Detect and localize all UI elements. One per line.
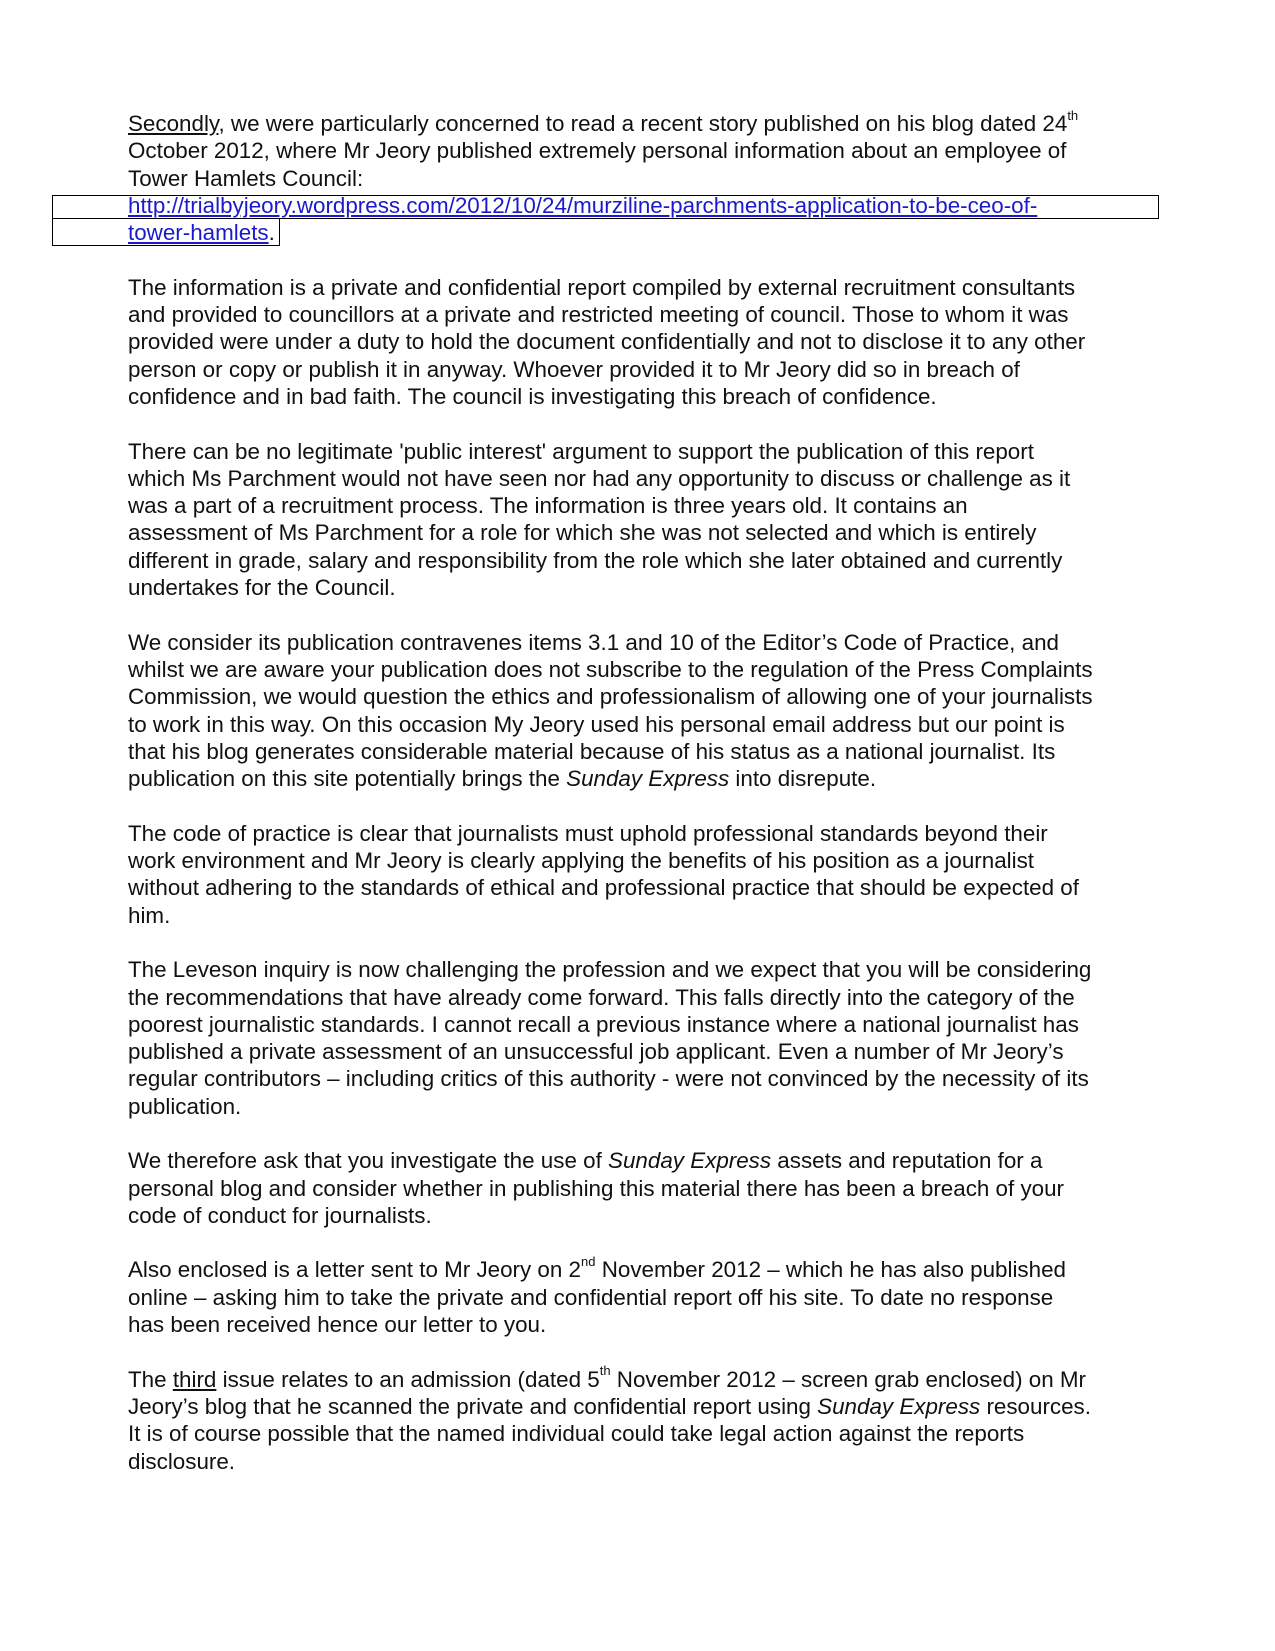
line bbox=[128, 765, 1168, 792]
line bbox=[128, 219, 1168, 246]
line: There can be no legitimate 'public interest' argument to support the publication of this report bbox=[128, 438, 1034, 464]
line: was a part of a recruitment process. The information is three years old. It contains an bbox=[128, 493, 968, 519]
line: provided were under a duty to hold the document confidentially and not to disclose it to any other bbox=[128, 329, 1086, 355]
line: online – asking him to take the private and confidential report off his site. To date no response bbox=[128, 1284, 1054, 1310]
line: The information is a private and confidential report compiled by external recruitment consultants bbox=[128, 274, 1076, 300]
line: different in grade, salary and responsibility from the role which she later obtained and currently bbox=[128, 547, 1063, 573]
underlined-lead-word: Secondly bbox=[128, 111, 219, 136]
paragraph-secondly bbox=[128, 107, 1168, 246]
line: publication. bbox=[128, 1093, 242, 1119]
text: Jeory’s blog that he scanned the private and confidential report using bbox=[128, 1393, 818, 1419]
line: poorest journalistic standards. I cannot recall a previous instance where a national journalist has bbox=[128, 1011, 1079, 1037]
line: has been received hence our letter to you. bbox=[128, 1312, 547, 1338]
line: to work in this way. On this occasion My Jeory used his personal email address but our point is bbox=[128, 711, 1065, 737]
line: code of conduct for journalists. bbox=[128, 1202, 432, 1228]
paragraph-professional-standards bbox=[128, 820, 1168, 929]
line: him. bbox=[128, 902, 171, 928]
text: assets and reputation for a bbox=[771, 1148, 1043, 1174]
text: resources. bbox=[980, 1393, 1091, 1419]
text: Also enclosed is a letter sent to Mr Jeory on 2 bbox=[128, 1257, 582, 1283]
paragraph-code-of-practice bbox=[128, 629, 1168, 793]
publication-name: Sunday Express bbox=[817, 1393, 981, 1419]
paragraph-investigate-request bbox=[128, 1147, 1168, 1229]
paragraph-enclosed-letter bbox=[128, 1256, 1168, 1338]
line: confidence and in bad faith. The council is investigating this breach of confidence. bbox=[128, 383, 937, 409]
publication-name: Sunday Express bbox=[566, 766, 730, 792]
text: publication on this site potentially brings the bbox=[128, 766, 567, 792]
line: work environment and Mr Jeory is clearly applying the benefits of his position as a journalist bbox=[128, 848, 1035, 874]
line: October 2012, where Mr Jeory published extremely personal information about an employee of bbox=[128, 138, 1067, 164]
line bbox=[128, 107, 1168, 137]
text: issue relates to an admission (dated 5 bbox=[216, 1366, 600, 1392]
ordinal-suffix: th bbox=[599, 1363, 611, 1379]
line: that his blog generates considerable material because of his status as a national journalist. Its bbox=[128, 738, 1056, 764]
publication-name: Sunday Express bbox=[608, 1148, 772, 1174]
line: assessment of Ms Parchment for a role for which she was not selected and which is entirely bbox=[128, 520, 1037, 546]
line: published a private assessment of an unsuccessful job applicant. Even a number of Mr Jeory’s bbox=[128, 1039, 1064, 1065]
line: whilst we are aware your publication does not subscribe to the regulation of the Press Complaints bbox=[128, 656, 1093, 682]
line: Tower Hamlets Council: bbox=[128, 165, 364, 191]
line: The Leveson inquiry is now challenging the profession and we expect that you will be considering bbox=[128, 957, 1092, 983]
line: Commission, we would question the ethics and professionalism of allowing one of your journalists bbox=[128, 684, 1093, 710]
line: It is of course possible that the named individual could take legal action against the reports bbox=[128, 1421, 1025, 1447]
line: The code of practice is clear that journalists must uphold professional standards beyond their bbox=[128, 820, 1048, 846]
paragraph-public-interest bbox=[128, 438, 1168, 602]
line: person or copy or publish it in anyway. Whoever provided it to Mr Jeory did so in breach of bbox=[128, 356, 1020, 382]
line: personal blog and consider whether in publishing this material there has been a breach of your bbox=[128, 1175, 1065, 1201]
text: We therefore ask that you investigate the use of bbox=[128, 1148, 609, 1174]
letter-page bbox=[128, 107, 1168, 1502]
blog-url-link[interactable]: http://trialbyjeory.wordpress.com/2012/10/24/murziline-parchments-application-to-be-ceo-of- bbox=[128, 192, 1038, 218]
line bbox=[128, 1363, 1168, 1393]
text: . bbox=[268, 220, 275, 246]
blog-url-link-continued[interactable]: tower-hamlets bbox=[128, 220, 269, 246]
ordinal-suffix: th bbox=[1067, 107, 1079, 123]
line: We consider its publication contravenes items 3.1 and 10 of the Editor’s Code of Practice, and bbox=[128, 629, 1059, 655]
line: without adhering to the standards of ethical and professional practice that should be expected of bbox=[128, 875, 1079, 901]
underlined-word: third bbox=[172, 1366, 217, 1392]
line: disclosure. bbox=[128, 1448, 236, 1474]
text: November 2012 – screen grab enclosed) on Mr bbox=[610, 1366, 1086, 1392]
text: into disrepute. bbox=[729, 766, 877, 792]
line bbox=[128, 192, 1168, 219]
paragraph-private-report bbox=[128, 274, 1168, 410]
line: which Ms Parchment would not have seen nor had any opportunity to discuss or challenge as it bbox=[128, 465, 1071, 491]
line bbox=[128, 1147, 1168, 1174]
line: undertakes for the Council. bbox=[128, 575, 396, 601]
text: November 2012 – which he has also published bbox=[595, 1257, 1066, 1283]
line bbox=[128, 1256, 1168, 1283]
text: , we were particularly concerned to read a recent story published on his blog dated 24 bbox=[218, 111, 1068, 136]
line bbox=[128, 1393, 1168, 1420]
text: The bbox=[128, 1366, 173, 1392]
paragraph-leveson bbox=[128, 956, 1168, 1120]
line: regular contributors – including critics of this authority - were not convinced by the necessity of its bbox=[128, 1066, 1089, 1092]
paragraph-third-issue bbox=[128, 1363, 1168, 1475]
line: and provided to councillors at a private and restricted meeting of council. Those to whom it was bbox=[128, 302, 1069, 328]
ordinal-suffix: nd bbox=[581, 1254, 596, 1269]
line: the recommendations that have already come forward. This falls directly into the category of the bbox=[128, 984, 1075, 1010]
